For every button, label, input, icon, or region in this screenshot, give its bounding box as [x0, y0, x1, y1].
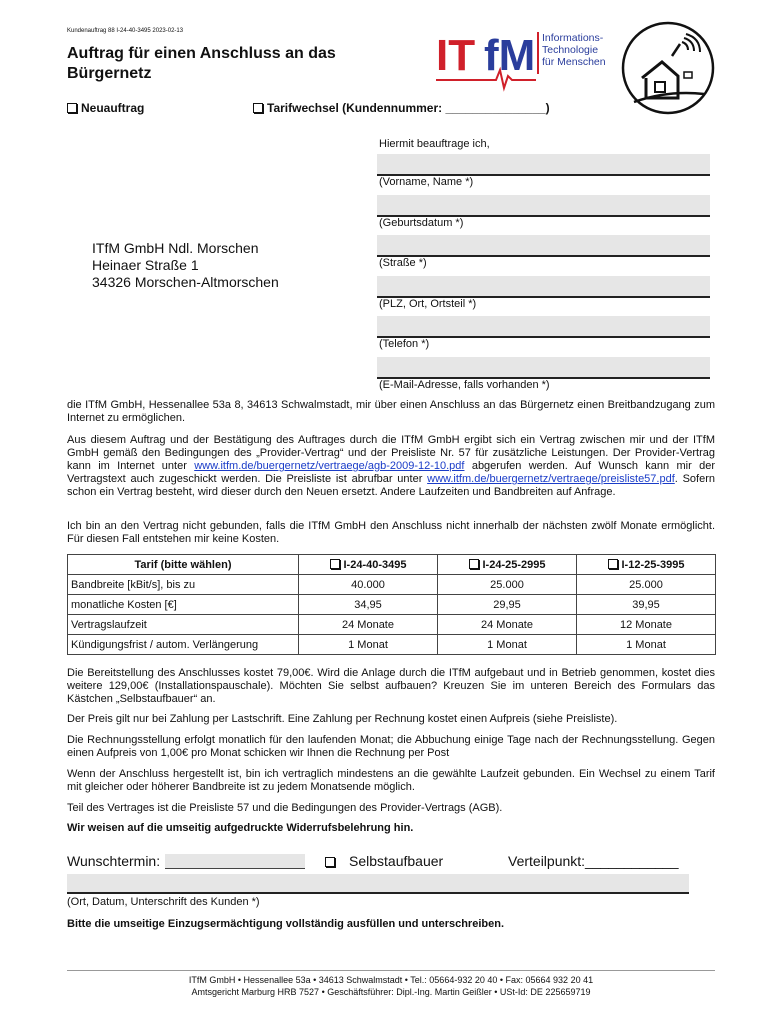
direct-debit-note: Bitte die umseitige Einzugsermächtigung vollständig ausfüllen und unterschreiben. — [67, 918, 505, 930]
logo-tagline-line: für Menschen — [542, 56, 606, 68]
table-cell: 40.000 — [299, 575, 438, 595]
tariff-option-3[interactable] — [577, 555, 716, 575]
table-cell: 24 Monate — [299, 615, 438, 635]
logo-tagline-line: Technologie — [542, 44, 599, 56]
table-cell: 1 Monat — [438, 635, 577, 655]
neuauftrag-checkbox[interactable] — [67, 103, 77, 113]
table-row — [68, 595, 716, 615]
paragraph-setup-cost: Die Bereitstellung des Anschlusses kostet 79,00€. Wird die Anlage durch die ITfM aufgebaut und in Betrieb genommen, kostet dies weitere 129,00€ (Installationspauschale). Möchten Sie selbst aufbauen? Kreuzen Sie im unteren Bereich des Formulars das Kästchen „Selbstaufbauer“ an. — [67, 667, 715, 705]
tariff-3-checkbox[interactable] — [608, 559, 618, 569]
street-field[interactable] — [377, 235, 710, 257]
tariff-2-checkbox[interactable] — [469, 559, 479, 569]
logo-tagline — [542, 32, 606, 68]
tariff-3-label: I-12-25-3995 — [621, 558, 685, 571]
table-header-row — [68, 555, 716, 575]
selbstaufbauer-label: Selbstaufbauer — [349, 853, 444, 869]
street-label: (Straße *) — [379, 257, 427, 269]
form-intro: Hiermit beauftrage ich, — [379, 138, 490, 150]
footer — [67, 970, 715, 998]
table-cell: 25.000 — [438, 575, 577, 595]
wunschtermin-field[interactable] — [165, 854, 305, 869]
tarifwechsel-label: Tarifwechsel (Kundennummer: _______________) — [267, 101, 550, 115]
contract-text: abgerufen werden. Auf Wunsch kann mir der Vertragstext auch zugeschickt werden. Die Preisliste ist abrufbar unter — [67, 460, 715, 485]
phone-field[interactable] — [377, 316, 710, 338]
tariff-option-2[interactable] — [438, 555, 577, 575]
table-cell: 25.000 — [577, 575, 716, 595]
table-cell: 34,95 — [299, 595, 438, 615]
table-row — [68, 635, 716, 655]
email-label: (E-Mail-Adresse, falls vorhanden *) — [379, 379, 550, 391]
table-cell: Kündigungsfrist / autom. Verlängerung — [68, 635, 299, 655]
agb-link[interactable]: www.itfm.de/buergernetz/vertraege/agb-2009-12-10.pdf — [194, 460, 465, 472]
tariff-1-label: I-24-40-3495 — [343, 558, 407, 571]
preisliste-link[interactable]: www.itfm.de/buergernetz/vertraege/preisliste57.pdf — [427, 473, 675, 485]
table-cell: Bandbreite [kBit/s], bis zu — [68, 575, 299, 595]
table-cell: 1 Monat — [299, 635, 438, 655]
paragraph-payment: Der Preis gilt nur bei Zahlung per Lastschrift. Eine Zahlung per Rechnung kostet einen Aufpreis (siehe Preisliste). — [67, 713, 618, 725]
table-cell: 39,95 — [577, 595, 716, 615]
paragraph-intro: die ITfM GmbH, Hessenallee 53a 8, 34613 Schwalmstadt, mir über einen Anschluss an das Bürgernetz einen Breitbandzugang zum Internet zu ermöglichen. — [67, 399, 715, 424]
email-field[interactable] — [377, 357, 710, 379]
table-cell: Vertragslaufzeit — [68, 615, 299, 635]
address-line: 34326 Morschen-Altmorschen — [92, 274, 279, 290]
name-field[interactable] — [377, 154, 710, 176]
name-label: (Vorname, Name *) — [379, 176, 474, 188]
contract-text: Aus diesem Auftrag und der Bestätigung des Auftrages durch die ITfM GmbH ergibt sich ein Vertrag zwischen mir und der ITfM GmbH gemäß den Bedingungen des „Provider-Vertrag“ und der Preisliste Nr. 57 für zusätzliche Leistungen. Der Provider-Vertrag kann im Internet unter — [67, 434, 715, 472]
table-row — [68, 615, 716, 635]
table-cell: 24 Monate — [438, 615, 577, 635]
tarifwechsel-checkbox[interactable] — [253, 103, 263, 113]
neuauftrag-label: Neuauftrag — [81, 101, 145, 115]
tariff-2-label: I-24-25-2995 — [482, 558, 546, 571]
recipient-address — [92, 240, 279, 291]
footer-line: ITfM GmbH • Hessenallee 53a • 34613 Schwalmstadt • Tel.: 05664-932 20 40 • Fax: 05664 932 20 41 — [188, 975, 594, 985]
selbstaufbauer-checkbox[interactable] — [325, 857, 335, 867]
paragraph-term: Wenn der Anschluss hergestellt ist, bin ich vertraglich mindestens an die gewählte Laufzeit gebunden. Ein Wechsel zu einem Tarif mit gleicher oder höherer Bandbreite ist zu jedem Monatsende möglich. — [67, 768, 715, 793]
paragraph-not-bound: Ich bin an den Vertrag nicht gebunden, falls die ITfM GmbH den Anschluss nicht innerhalb der nächsten zwölf Monate ermöglicht. Für diesen Fall entstehen mir keine Kosten. — [67, 520, 715, 545]
logo-tagline-line: Informations- — [542, 32, 604, 44]
page-title — [67, 44, 336, 84]
paragraph-billing: Die Rechnungsstellung erfolgt monatlich für den laufenden Monat; die Abbuchung einige Tage nach der Rechnungsstellung. Gegen einen Aufpreis von 1,00€ pro Monat schicken wir Ihnen die Rechnung per Post — [67, 734, 715, 759]
signature-label: (Ort, Datum, Unterschrift des Kunden *) — [67, 896, 260, 908]
signature-field[interactable] — [67, 874, 689, 894]
wunschtermin-label: Wunschtermin: — [67, 853, 161, 869]
contract-text: . Sofern schon ein Vertrag besteht, wird dieser durch den Neuen ersetzt. Andere Laufzeiten und Bandbreiten auf Anfrage. — [67, 473, 715, 498]
verteilpunkt-field[interactable]: Verteilpunkt:____________ — [508, 853, 679, 869]
document-reference: Kundenauftrag 88 I-24-40-3495 2023-02-13 — [67, 28, 184, 34]
option-neuauftrag[interactable] — [67, 101, 144, 115]
table-cell: 1 Monat — [577, 635, 716, 655]
svg-text:fM: fM — [484, 31, 536, 80]
title-line-1: Auftrag für einen Anschluss an das — [67, 45, 336, 62]
footer-line: Amtsgericht Marburg HRB 7527 • Geschäftsführer: Dipl.-Ing. Martin Geißler • USt-Id: DE 225659719 — [191, 987, 591, 997]
city-field[interactable] — [377, 276, 710, 298]
house-wifi-icon — [620, 20, 716, 116]
tariff-option-1[interactable] — [299, 555, 438, 575]
table-row — [68, 575, 716, 595]
tariff-table — [67, 554, 716, 655]
paragraph-contract — [67, 434, 715, 499]
svg-text:IT: IT — [436, 31, 476, 80]
tariff-1-checkbox[interactable] — [330, 559, 340, 569]
birthdate-label: (Geburtsdatum *) — [379, 217, 464, 229]
address-line: Heinaer Straße 1 — [92, 257, 199, 273]
selbstaufbauer-option[interactable] — [325, 853, 443, 869]
paragraph-withdrawal: Wir weisen auf die umseitig aufgedruckte Widerrufsbelehrung hin. — [67, 822, 414, 834]
birthdate-field[interactable] — [377, 195, 710, 217]
table-cell: monatliche Kosten [€] — [68, 595, 299, 615]
address-line: ITfM GmbH Ndl. Morschen — [92, 240, 259, 256]
table-cell: 29,95 — [438, 595, 577, 615]
paragraph-pricelist: Teil des Vertrages ist die Preisliste 57 und die Bedingungen des Provider-Vertrags (AGB). — [67, 802, 503, 814]
table-header-cell: Tarif (bitte wählen) — [68, 555, 299, 575]
title-line-2: Bürgernetz — [67, 65, 152, 82]
option-tarifwechsel[interactable] — [253, 101, 550, 115]
city-label: (PLZ, Ort, Ortsteil *) — [379, 298, 477, 310]
phone-label: (Telefon *) — [379, 338, 430, 350]
table-cell: 12 Monate — [577, 615, 716, 635]
